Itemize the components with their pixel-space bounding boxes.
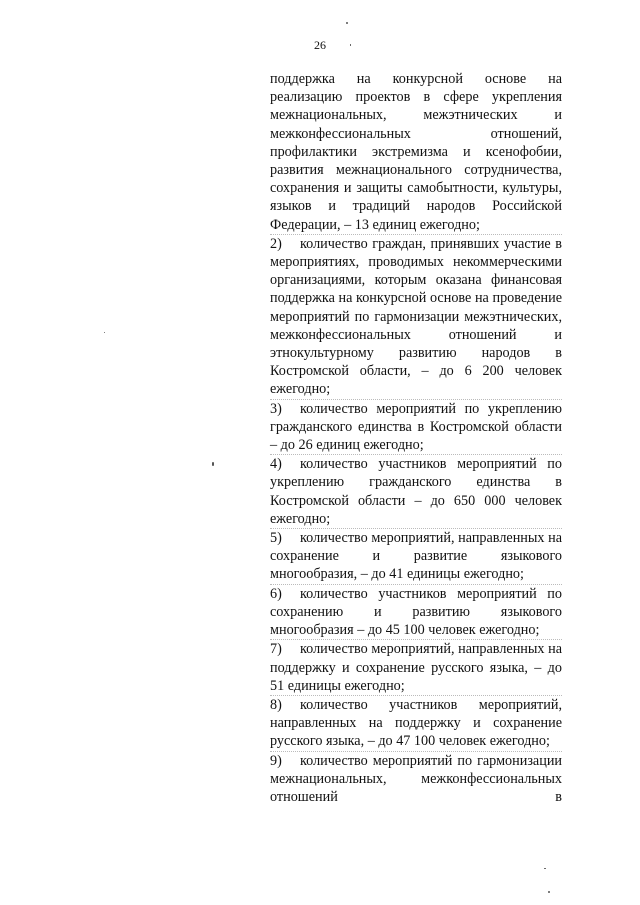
page-number: 26 xyxy=(314,38,326,52)
item-number: 8) xyxy=(270,696,282,713)
scan-speck xyxy=(346,22,348,24)
item-number: 7) xyxy=(270,641,282,658)
intro-paragraph: поддержка на конкурсной основе на реализацию проектов в сфере укрепления межнациональных, межэтнических и межконфессиональных отношений, профилактики экстремизма и ксенофобии, развития межнационального сотрудничества, сохранения и защиты самобытности, культуры, языков и традиций народов Российской Федерации, – 13 единиц ежегодно; xyxy=(270,70,562,235)
list-item-8 xyxy=(270,696,562,752)
item-text: количество мероприятий по укреплению гражданского единства в Костромской области – до 26 единиц ежегодно; xyxy=(270,400,562,454)
item-number: 2) xyxy=(270,235,282,252)
list-item-5 xyxy=(270,529,562,585)
item-number: 6) xyxy=(270,585,282,602)
item-text: количество участников мероприятий по сохранению и развитию языкового многообразия – до 45 100 человек ежегодно; xyxy=(270,585,562,639)
scan-speck xyxy=(104,332,105,333)
item-text: количество мероприятий, направленных на сохранение и развитие языкового многообразия, – до 41 единицы ежегодно; xyxy=(270,530,562,583)
item-number: 4) xyxy=(270,456,282,473)
item-text: количество граждан, принявших участие в мероприятиях, проводимых некоммерческими организациями, которым оказана финансовая поддержка на конкурсной основе на проведение мероприятий по гармонизации межэтнических, межконфессиональных отношений и этнокультурному развитию народов в Костромской области, – до 6 200 человек ежегодно; xyxy=(270,235,562,398)
item-text: количество мероприятий, направленных на поддержку и сохранение русского языка, – до 51 единицы ежегодно; xyxy=(270,641,562,694)
scan-speck xyxy=(350,44,351,46)
document-column xyxy=(270,70,562,806)
list-item-4 xyxy=(270,455,562,529)
list-item-7 xyxy=(270,640,562,696)
item-text: количество участников мероприятий, направленных на поддержку и сохранение русского языка, – до 47 100 человек ежегодно; xyxy=(270,696,562,750)
item-number: 3) xyxy=(270,400,282,417)
item-text: количество участников мероприятий по укреплению гражданского единства в Костромской области – до 650 000 человек ежегодно; xyxy=(270,456,562,527)
list-item-6 xyxy=(270,585,562,641)
item-number: 9) xyxy=(270,752,282,769)
item-number: 5) xyxy=(270,530,282,547)
scan-speck xyxy=(544,868,546,869)
scan-speck xyxy=(548,891,550,893)
list-item-3 xyxy=(270,400,562,456)
scan-speck xyxy=(212,462,214,466)
item-text: количество мероприятий по гармонизации межнациональных, межконфессиональных отношений в xyxy=(270,752,562,805)
list-item-2 xyxy=(270,235,562,400)
list-item-9 xyxy=(270,752,562,807)
